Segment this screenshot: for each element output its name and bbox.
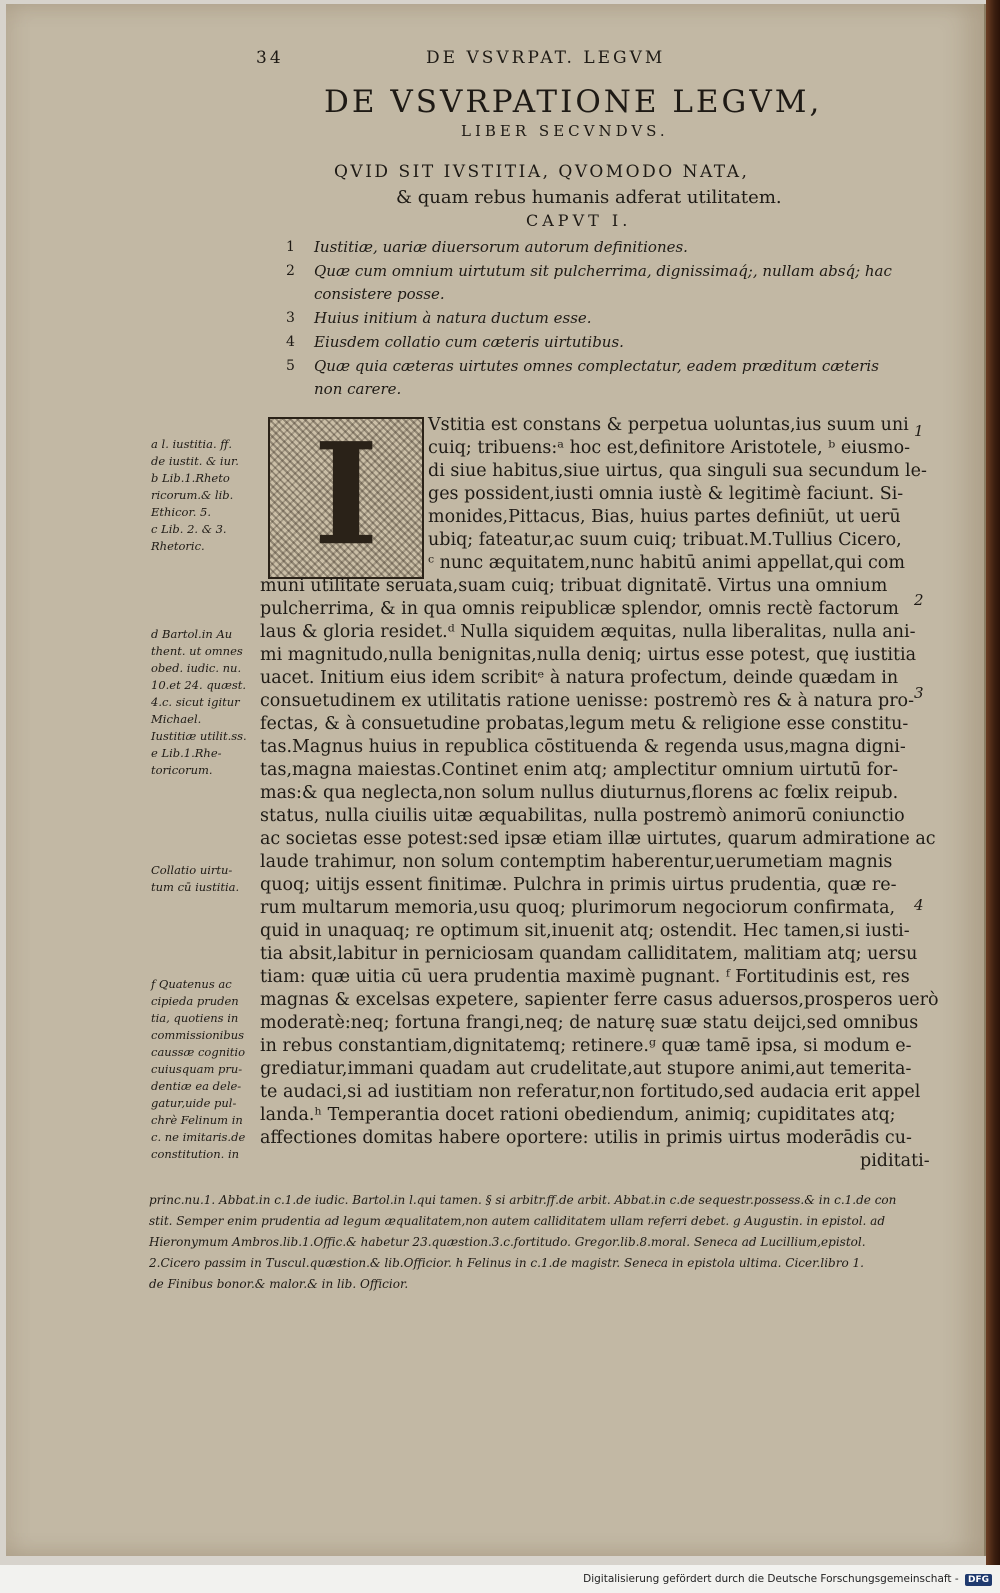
- chapter-heading-line2: & quam rebus humanis adferat utilitatem.: [396, 187, 782, 208]
- text-line: magnas & excelsas expetere, sapienter ferre casus aduersos,prosperos uerò: [260, 990, 939, 1010]
- text-line: ᶜ nunc æquitatem,nunc habitū animi appellat,qui com: [428, 553, 905, 573]
- book-page: [6, 4, 986, 1556]
- book-subtitle: LIBER SECVNDVS.: [461, 122, 669, 140]
- summary-item: [286, 307, 906, 330]
- margin-line: Ethicor. 5.: [151, 505, 211, 519]
- text-line: ubiq; fateatur,ac suum cuiq; tribuat.M.Tullius Cicero,: [428, 530, 902, 550]
- margin-line: commissionibus: [151, 1028, 245, 1042]
- summary-item: [286, 260, 906, 306]
- summary-text: Huius initium à natura ductum esse.: [314, 309, 592, 327]
- text-line: quid in unaquaq; re optimum sit,inuenit atq; ostendit. Hec tamen,si iusti-: [260, 921, 910, 941]
- margin-line: chrè Felinum in: [151, 1113, 243, 1127]
- digitization-credit: [583, 1573, 992, 1586]
- summary-number: 5: [286, 358, 295, 374]
- running-head-text: DE VSVRPAT. LEGVM: [426, 48, 666, 68]
- paragraph-number: 2: [914, 591, 924, 609]
- margin-line: obed. iudic. nu.: [151, 661, 242, 675]
- text-line: laude trahimur, non solum contemptim haberentur,uerumetiam magnis: [260, 852, 893, 872]
- text-line: mas:& qua neglecta,non solum nullus diuturnus,florens ac fœlix reipub.: [260, 783, 899, 803]
- text-line: monides,Pittacus, Bias, huius partes definiūt, ut uerū: [428, 507, 901, 527]
- margin-line: tia, quotiens in: [151, 1011, 239, 1025]
- text-line: consuetudinem ex utilitatis ratione uenisse: postremò res & à natura pro-: [260, 691, 915, 711]
- margin-note: [151, 862, 259, 896]
- margin-line: 10.et 24. quæst.: [151, 678, 247, 692]
- book-binding: [986, 0, 1000, 1565]
- margin-line: cuiusquam pru-: [151, 1062, 243, 1076]
- text-line: mi magnitudo,nulla benignitas,nulla deniq; uirtus esse potest, quę iustitia: [260, 645, 917, 665]
- margin-line: Iustitiæ utilit.ss.: [151, 729, 247, 743]
- margin-note: [151, 976, 259, 1163]
- footnotes: [149, 1190, 929, 1295]
- summary-number: 1: [286, 239, 295, 255]
- summary-item: [286, 355, 906, 401]
- text-line: ac societas esse potest:sed ipsæ etiam illæ uirtutes, quarum admiratione ac: [260, 829, 936, 849]
- summary-item: [286, 236, 906, 259]
- footnote-line: stit. Semper enim prudentia ad legum æqualitatem,non autem calliditatem ullam referri debet. g Augustin. in epistol. ad: [149, 1214, 886, 1228]
- decorated-initial: [268, 413, 424, 579]
- text-line: laus & gloria residet.ᵈ Nulla siquidem æquitas, nulla liberalitas, nulla ani-: [260, 622, 916, 642]
- margin-note: [151, 436, 259, 555]
- credit-text: Digitalisierung gefördert durch die Deutsche Forschungsgemeinschaft -: [583, 1573, 959, 1585]
- text-line: muni utilitate seruata,suam cuiq; tribuat dignitatē. Virtus una omnium: [260, 576, 888, 596]
- text-line: tas,magna maiestas.Continet enim atq; amplectitur omnium uirtutū for-: [260, 760, 898, 780]
- dfg-logo-icon: DFG: [965, 1574, 992, 1586]
- margin-line: tum cū iustitia.: [151, 880, 240, 894]
- text-line: in rebus constantiam,dignitatemq; retinere.ᵍ quæ tamē ipsa, si modum e-: [260, 1036, 912, 1056]
- text-line: landa.ʰ Temperantia docet rationi obediendum, animiq; cupiditates atq;: [260, 1105, 896, 1125]
- margin-line: Collatio uirtu-: [151, 863, 233, 877]
- text-line: grediatur,immani quadam aut crudelitate,aut stupore animi,aut temerita-: [260, 1059, 912, 1079]
- text-line: di siue habitus,siue uirtus, qua singuli sua secundum le-: [428, 461, 927, 481]
- text-line: tia absit,labitur in perniciosam quandam calliditatem, malitiam atq; uersu: [260, 944, 918, 964]
- summary-text: Quæ cum omnium uirtutum sit pulcherrima, dignissimaq́;, nullam absq́; hac consistere posse.: [314, 262, 892, 303]
- summary-text: Iustitiæ, uariæ diuersorum autorum definitiones.: [314, 238, 688, 256]
- summary-number: 2: [286, 263, 295, 279]
- page-number: 34: [256, 48, 284, 68]
- running-header: [256, 48, 836, 74]
- summary-number: 4: [286, 334, 295, 350]
- margin-line: toricorum.: [151, 763, 213, 777]
- margin-line: gatur,uide pul-: [151, 1096, 237, 1110]
- text-line: tiam: quæ uitia cū uera prudentia maximè pugnant. ᶠ Fortitudinis est, res: [260, 967, 910, 987]
- text-line: rum multarum memoria,usu quoq; plurimorum negociorum confirmata,: [260, 898, 896, 918]
- summary-text: Eiusdem collatio cum cæteris uirtutibus.: [314, 333, 624, 351]
- summary-text: Quæ quia cæteras uirtutes omnes complectatur, eadem præditum cæteris non carere.: [314, 357, 879, 398]
- footnote-line: de Finibus bonor.& malor.& in lib. Officior.: [149, 1277, 409, 1291]
- text-line: te audaci,si ad iustitiam non referatur,non fortitudo,sed audacia erit appel: [260, 1082, 921, 1102]
- text-line: Vstitia est constans & perpetua uoluntas,ius suum uni: [428, 415, 909, 435]
- footnote-line: princ.nu.1. Abbat.in c.1.de iudic. Bartol.in l.qui tamen. § si arbitr.ff.de arbit. Abbat.in c.de sequestr.possess.& in c.1.de con: [149, 1193, 897, 1207]
- summary-number: 3: [286, 310, 295, 326]
- margin-line: 4.c. sicut igitur: [151, 695, 240, 709]
- text-line: tas.Magnus huius in republica cōstituenda & regenda usus,magna digni-: [260, 737, 906, 757]
- text-line: fectas, & à consuetudine probatas,legum metu & religione esse constitu-: [260, 714, 909, 734]
- paragraph-number: 4: [914, 896, 924, 914]
- footnote-line: Hieronymum Ambros.lib.1.Offic.& habetur 23.quæstion.3.c.fortitudo. Gregor.lib.8.moral. Seneca ad Lucillium,epistol.: [149, 1235, 866, 1249]
- text-line: ges possident,iusti omnia iustè & legitimè faciunt. Si-: [428, 484, 904, 504]
- margin-line: e Lib.1.Rhe-: [151, 746, 222, 760]
- footnote-line: 2.Cicero passim in Tuscul.quæstion.& lib.Officior. h Felinus in c.1.de magistr. Seneca in epistola ultima. Cicer.libro 1.: [149, 1256, 864, 1270]
- text-line: status, nulla ciuilis uitæ æquabilitas, nulla postremò animorū coniunctio: [260, 806, 905, 826]
- margin-line: c. ne imitaris.de: [151, 1130, 246, 1144]
- margin-line: de iustit. & iur.: [151, 454, 239, 468]
- chapter-number: CAPVT I.: [526, 211, 632, 230]
- margin-line: thent. ut omnes: [151, 644, 243, 658]
- margin-line: constitution. in: [151, 1147, 240, 1161]
- text-line: affectiones domitas habere oportere: utilis in primis uirtus moderādis cu-: [260, 1128, 912, 1148]
- margin-line: c Lib. 2. & 3.: [151, 522, 227, 536]
- margin-line: Michael.: [151, 712, 202, 726]
- text-line: cuiq; tribuens:ᵃ hoc est,definitore Aristotele, ᵇ eiusmo-: [428, 438, 911, 458]
- text-line: moderatè:neq; fortuna frangi,neq; de naturę suæ statu deijci,sed omnibus: [260, 1013, 919, 1033]
- text-line: pulcherrima, & in qua omnis reipublicæ splendor, omnis rectè factorum: [260, 599, 899, 619]
- margin-line: d Bartol.in Au: [151, 627, 233, 641]
- chapter-heading-line1: QVID SIT IVSTITIA, QVOMODO NATA,: [334, 162, 750, 182]
- margin-line: ricorum.& lib.: [151, 488, 234, 502]
- text-line: piditati-: [860, 1151, 930, 1171]
- summary-item: [286, 331, 906, 354]
- paragraph-number: 1: [914, 422, 924, 440]
- text-line: quoq; uitijs essent finitimæ. Pulchra in primis uirtus prudentia, quæ re-: [260, 875, 897, 895]
- margin-line: Rhetoric.: [151, 539, 205, 553]
- text-line: uacet. Initium eius idem scribitᵉ à natura profectum, deinde quædam in: [260, 668, 899, 688]
- book-title: DE VSVRPATIONE LEGVM,: [324, 84, 823, 120]
- margin-note: [151, 626, 259, 779]
- chapter-summary: [286, 236, 906, 402]
- margin-line: a l. iustitia. ff.: [151, 437, 233, 451]
- margin-line: f Quatenus ac: [151, 977, 232, 991]
- margin-line: caussæ cognitio: [151, 1045, 246, 1059]
- initial-letter: I: [313, 413, 379, 578]
- margin-line: cipieda pruden: [151, 994, 239, 1008]
- paragraph-number: 3: [914, 684, 924, 702]
- margin-line: dentiæ ea dele-: [151, 1079, 242, 1093]
- margin-line: b Lib.1.Rheto: [151, 471, 230, 485]
